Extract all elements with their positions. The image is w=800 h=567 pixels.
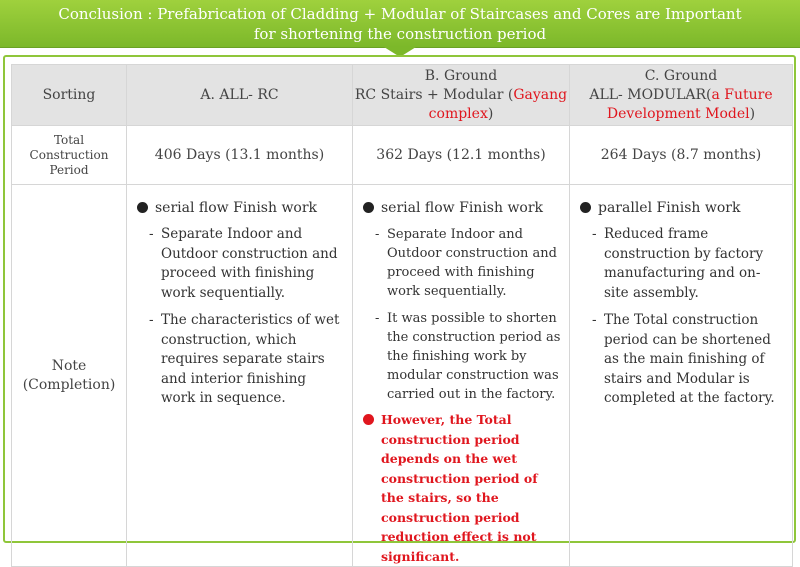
total-period-c: 264 Days (8.7 months) [570,126,793,185]
note-b-item-1 [363,225,561,301]
red-bullet-dot-icon [363,414,374,425]
dash-icon: - [375,227,380,242]
note-a-item-2-text: The characteristics of wet construction, which requires separate stairs and interior finishing work in sequence. [161,312,340,406]
note-label [12,185,127,567]
header-b-line3-red: complex [428,105,488,122]
note-b-red-bullet-text: However, the Total construction period depends on the wet construction period of the stairs, so the construction period reduction effect is not significant. [381,412,538,564]
note-b-item-2-text: It was possible to shorten the construction period as the finishing work by modular construction was carried out in the factory. [387,311,561,402]
note-c-bullet-text: parallel Finish work [598,200,741,216]
header-b-line3: ) [487,105,494,122]
total-period-label [12,126,127,185]
header-b-line2-red: Gayang [513,86,568,103]
banner-title-line1: Conclusion : Prefabrication of Cladding + Modular of Staircases and Cores are Important [58,5,742,23]
note-c-item-1-text: Reduced frame construction by factory manufacturing and on-site assembly. [604,226,764,301]
note-label-line1: Note [51,357,87,374]
total-period-row [12,126,793,185]
note-b [353,185,570,567]
note-b-bullet-text: serial flow Finish work [381,200,544,216]
note-b-item-2 [363,309,561,404]
conclusion-banner [0,0,800,48]
header-b-line1: B. Ground [424,67,498,84]
note-c-item-1 [580,225,784,303]
total-period-b: 362 Days (12.1 months) [353,126,570,185]
header-c-line3-red: Development Model [606,105,750,122]
note-a-bullet [137,199,344,217]
note-b-bullet [363,199,561,217]
note-a-item-1 [137,225,344,303]
note-a [127,185,353,567]
header-row [12,65,793,126]
bullet-dot-icon [137,202,148,213]
note-row [12,185,793,567]
header-c-line2-red: a Future [711,86,773,103]
total-period-label-line2: Construction Period [29,147,109,177]
header-b [353,65,570,126]
header-b-line2: RC Stairs + Modular ( [354,86,514,103]
note-c [570,185,793,567]
dash-icon: - [375,311,380,326]
note-c-item-2 [580,311,784,409]
dash-icon: - [592,312,597,328]
header-c-line2: ALL- MODULAR( [589,86,712,103]
note-a-item-1-text: Separate Indoor and Outdoor construction and proceed with finishing work sequentially. [161,226,338,301]
dash-icon: - [149,312,154,328]
note-label-line2: (Completion) [22,376,116,393]
note-c-item-2-text: The Total construction period can be shortened as the main finishing of stairs and Modular is completed at the factory. [604,312,775,406]
total-period-a: 406 Days (13.1 months) [127,126,353,185]
total-period-label-line1: Total [53,132,85,147]
dash-icon: - [592,226,597,242]
header-c [570,65,793,126]
header-a: A. ALL- RC [127,65,353,126]
header-c-line1: C. Ground [644,67,718,84]
header-c-line3: ) [749,105,756,122]
banner-title-line2: for shortening the construction period [253,25,547,43]
note-a-item-2 [137,311,344,409]
note-a-bullet-text: serial flow Finish work [155,200,318,216]
note-b-red-bullet [363,410,561,566]
header-sorting: Sorting [12,65,127,126]
note-b-item-1-text: Separate Indoor and Outdoor construction and proceed with finishing work sequentially. [387,227,557,299]
note-c-bullet [580,199,784,217]
dash-icon: - [149,226,154,242]
comparison-table [11,64,793,567]
bullet-dot-icon [580,202,591,213]
bullet-dot-icon [363,202,374,213]
